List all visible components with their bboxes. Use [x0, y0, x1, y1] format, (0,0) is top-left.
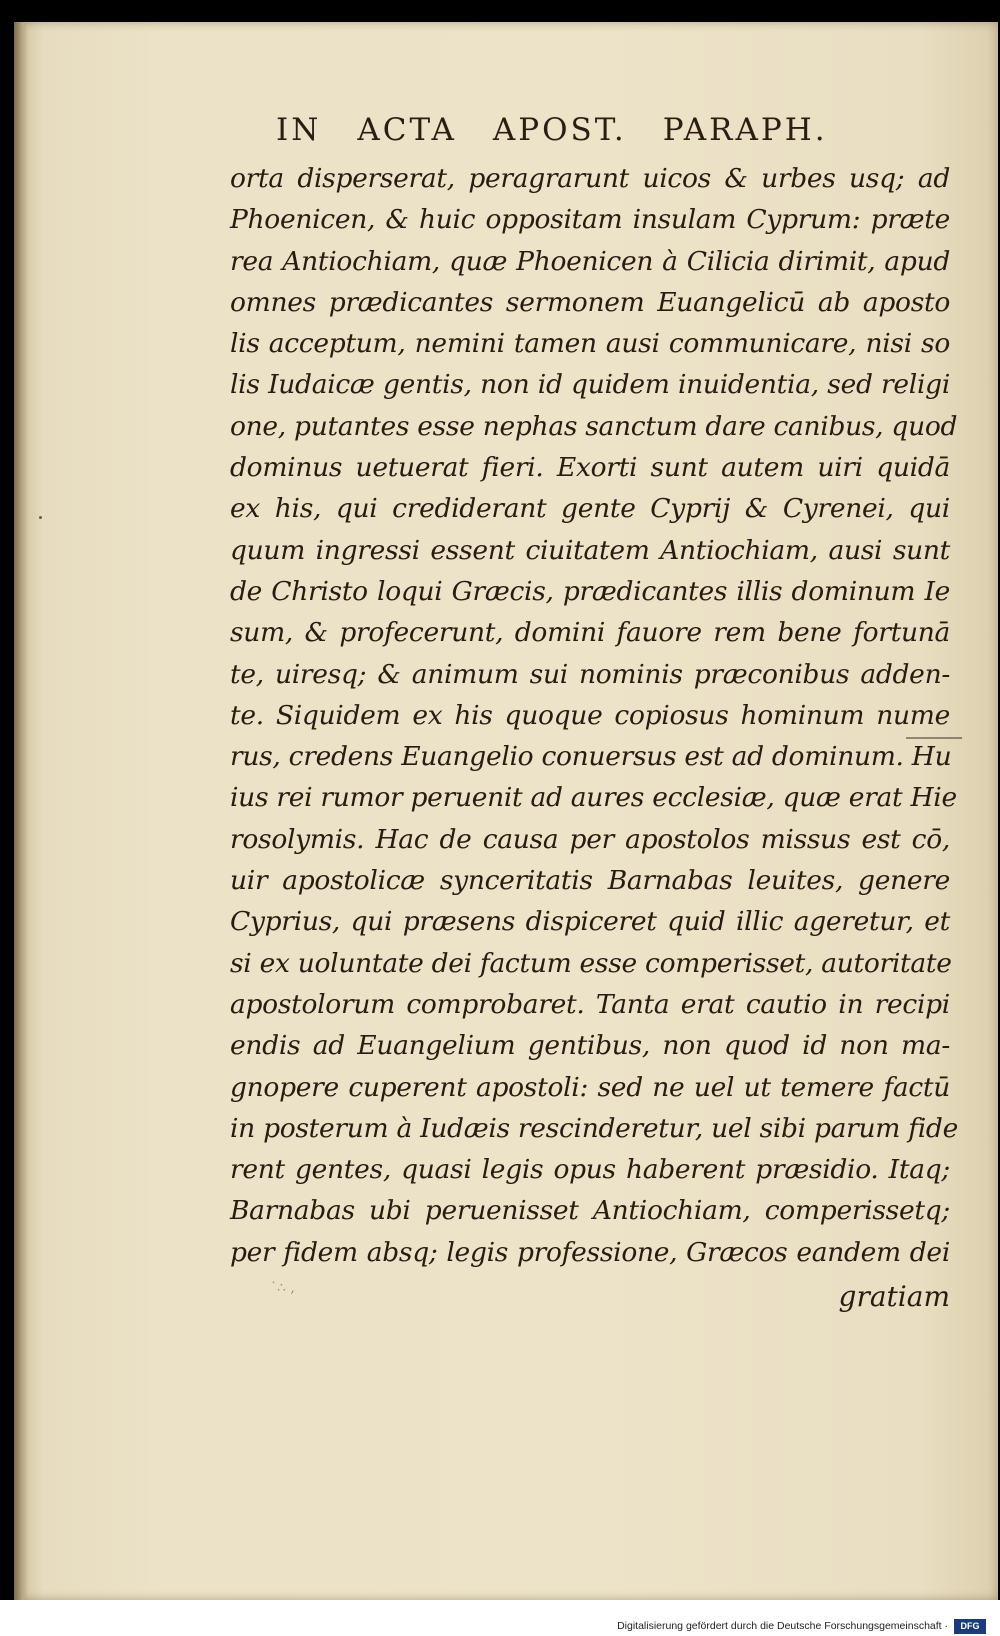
text-line: in posterum à Iudæis rescinderetur, uel sibi parum fide: [230, 1112, 958, 1144]
text-line: rus, credens Euangelio conuersus est ad dominum. Hu: [230, 741, 952, 773]
text-line: quum ingressi essent ciuitatem Antiochiam, ausi sunt: [230, 534, 950, 566]
page-gutter-shadow: [14, 22, 28, 1600]
paper-speck: [39, 516, 42, 519]
text-line: apostolorum comprobaret. Tanta erat cautio in recipi: [230, 988, 950, 1020]
running-head-word: APOST.: [492, 112, 627, 148]
text-line: per fidem absq; legis professione, Græcos eandem dei: [230, 1236, 950, 1268]
margin-ink-stroke: [906, 737, 962, 739]
text-line: sum, & profecerunt, domini fauore rem bene fortunā: [230, 617, 950, 649]
text-line: Cyprius, qui præsens dispiceret quid illic ageretur, et: [230, 906, 950, 938]
text-line: omnes prædicantes sermonem Euangelicū ab aposto: [230, 286, 950, 318]
text-line: endis ad Euangelium gentibus, non quod id non ma-: [230, 1030, 950, 1062]
text-line: rent gentes, quasi legis opus haberent præsidio. Itaq;: [230, 1154, 950, 1186]
text-line: de Christo loqui Græcis, prædicantes illis dominum Ie: [230, 575, 950, 607]
running-head-word: ACTA: [357, 112, 457, 148]
dfg-logo: DFG: [954, 1619, 986, 1634]
body-text: [230, 158, 958, 1273]
catchword-row: [230, 1280, 950, 1324]
running-head-word: PARAPH.: [662, 112, 828, 148]
text-line: uir apostolicæ synceritatis Barnabas leuites, genere: [230, 865, 950, 897]
text-line: te, uiresq; & animum sui nominis præconibus adden-: [230, 658, 950, 690]
text-line: lis Iudaicæ gentis, non id quidem inuidentia, sed religi: [230, 369, 950, 401]
text-line: gnopere cuperent apostoli: sed ne uel ut temere factū: [230, 1071, 950, 1103]
text-line: dominus uetuerat fieri. Exorti sunt autem uiri quidā: [230, 452, 950, 484]
text-line: one, putantes esse nephas sanctum dare canibus, quod: [230, 410, 958, 442]
text-line: ex his, qui crediderant gente Cyprij & Cyrenei, qui: [230, 493, 950, 525]
ink-smudge: ˙∴ ,: [270, 1280, 295, 1296]
catchword: gratiam: [838, 1280, 950, 1313]
text-line: si ex uoluntate dei factum esse comperisset, autoritate: [230, 947, 952, 979]
text-line: Barnabas ubi peruenisset Antiochiam, comperissetq;: [230, 1195, 950, 1227]
text-line: rosolymis. Hac de causa per apostolos missus est cō,: [230, 823, 950, 855]
text-line: rea Antiochiam, quæ Phoenicen à Cilicia dirimit, apud: [230, 245, 950, 277]
digitization-credit: Digitalisierung gefördert durch die Deutsche Forschungsgemeinschaft ·: [617, 1620, 948, 1632]
text-line: te. Siquidem ex his quoque copiosus hominum nume: [230, 699, 950, 731]
text-line: Phoenicen, & huic oppositam insulam Cyprum: præte: [230, 204, 950, 236]
text-line: orta disperserat, peragrarunt uicos & urbes usq; ad: [230, 163, 950, 194]
top-scan-border: [0, 0, 1000, 22]
running-head: [276, 112, 916, 156]
text-line: ius rei rumor peruenit ad aures ecclesiæ, quæ erat Hie: [230, 782, 957, 814]
text-line: lis acceptum, nemini tamen ausi communicare, nisi so: [230, 328, 950, 360]
running-head-word: IN: [276, 112, 322, 148]
